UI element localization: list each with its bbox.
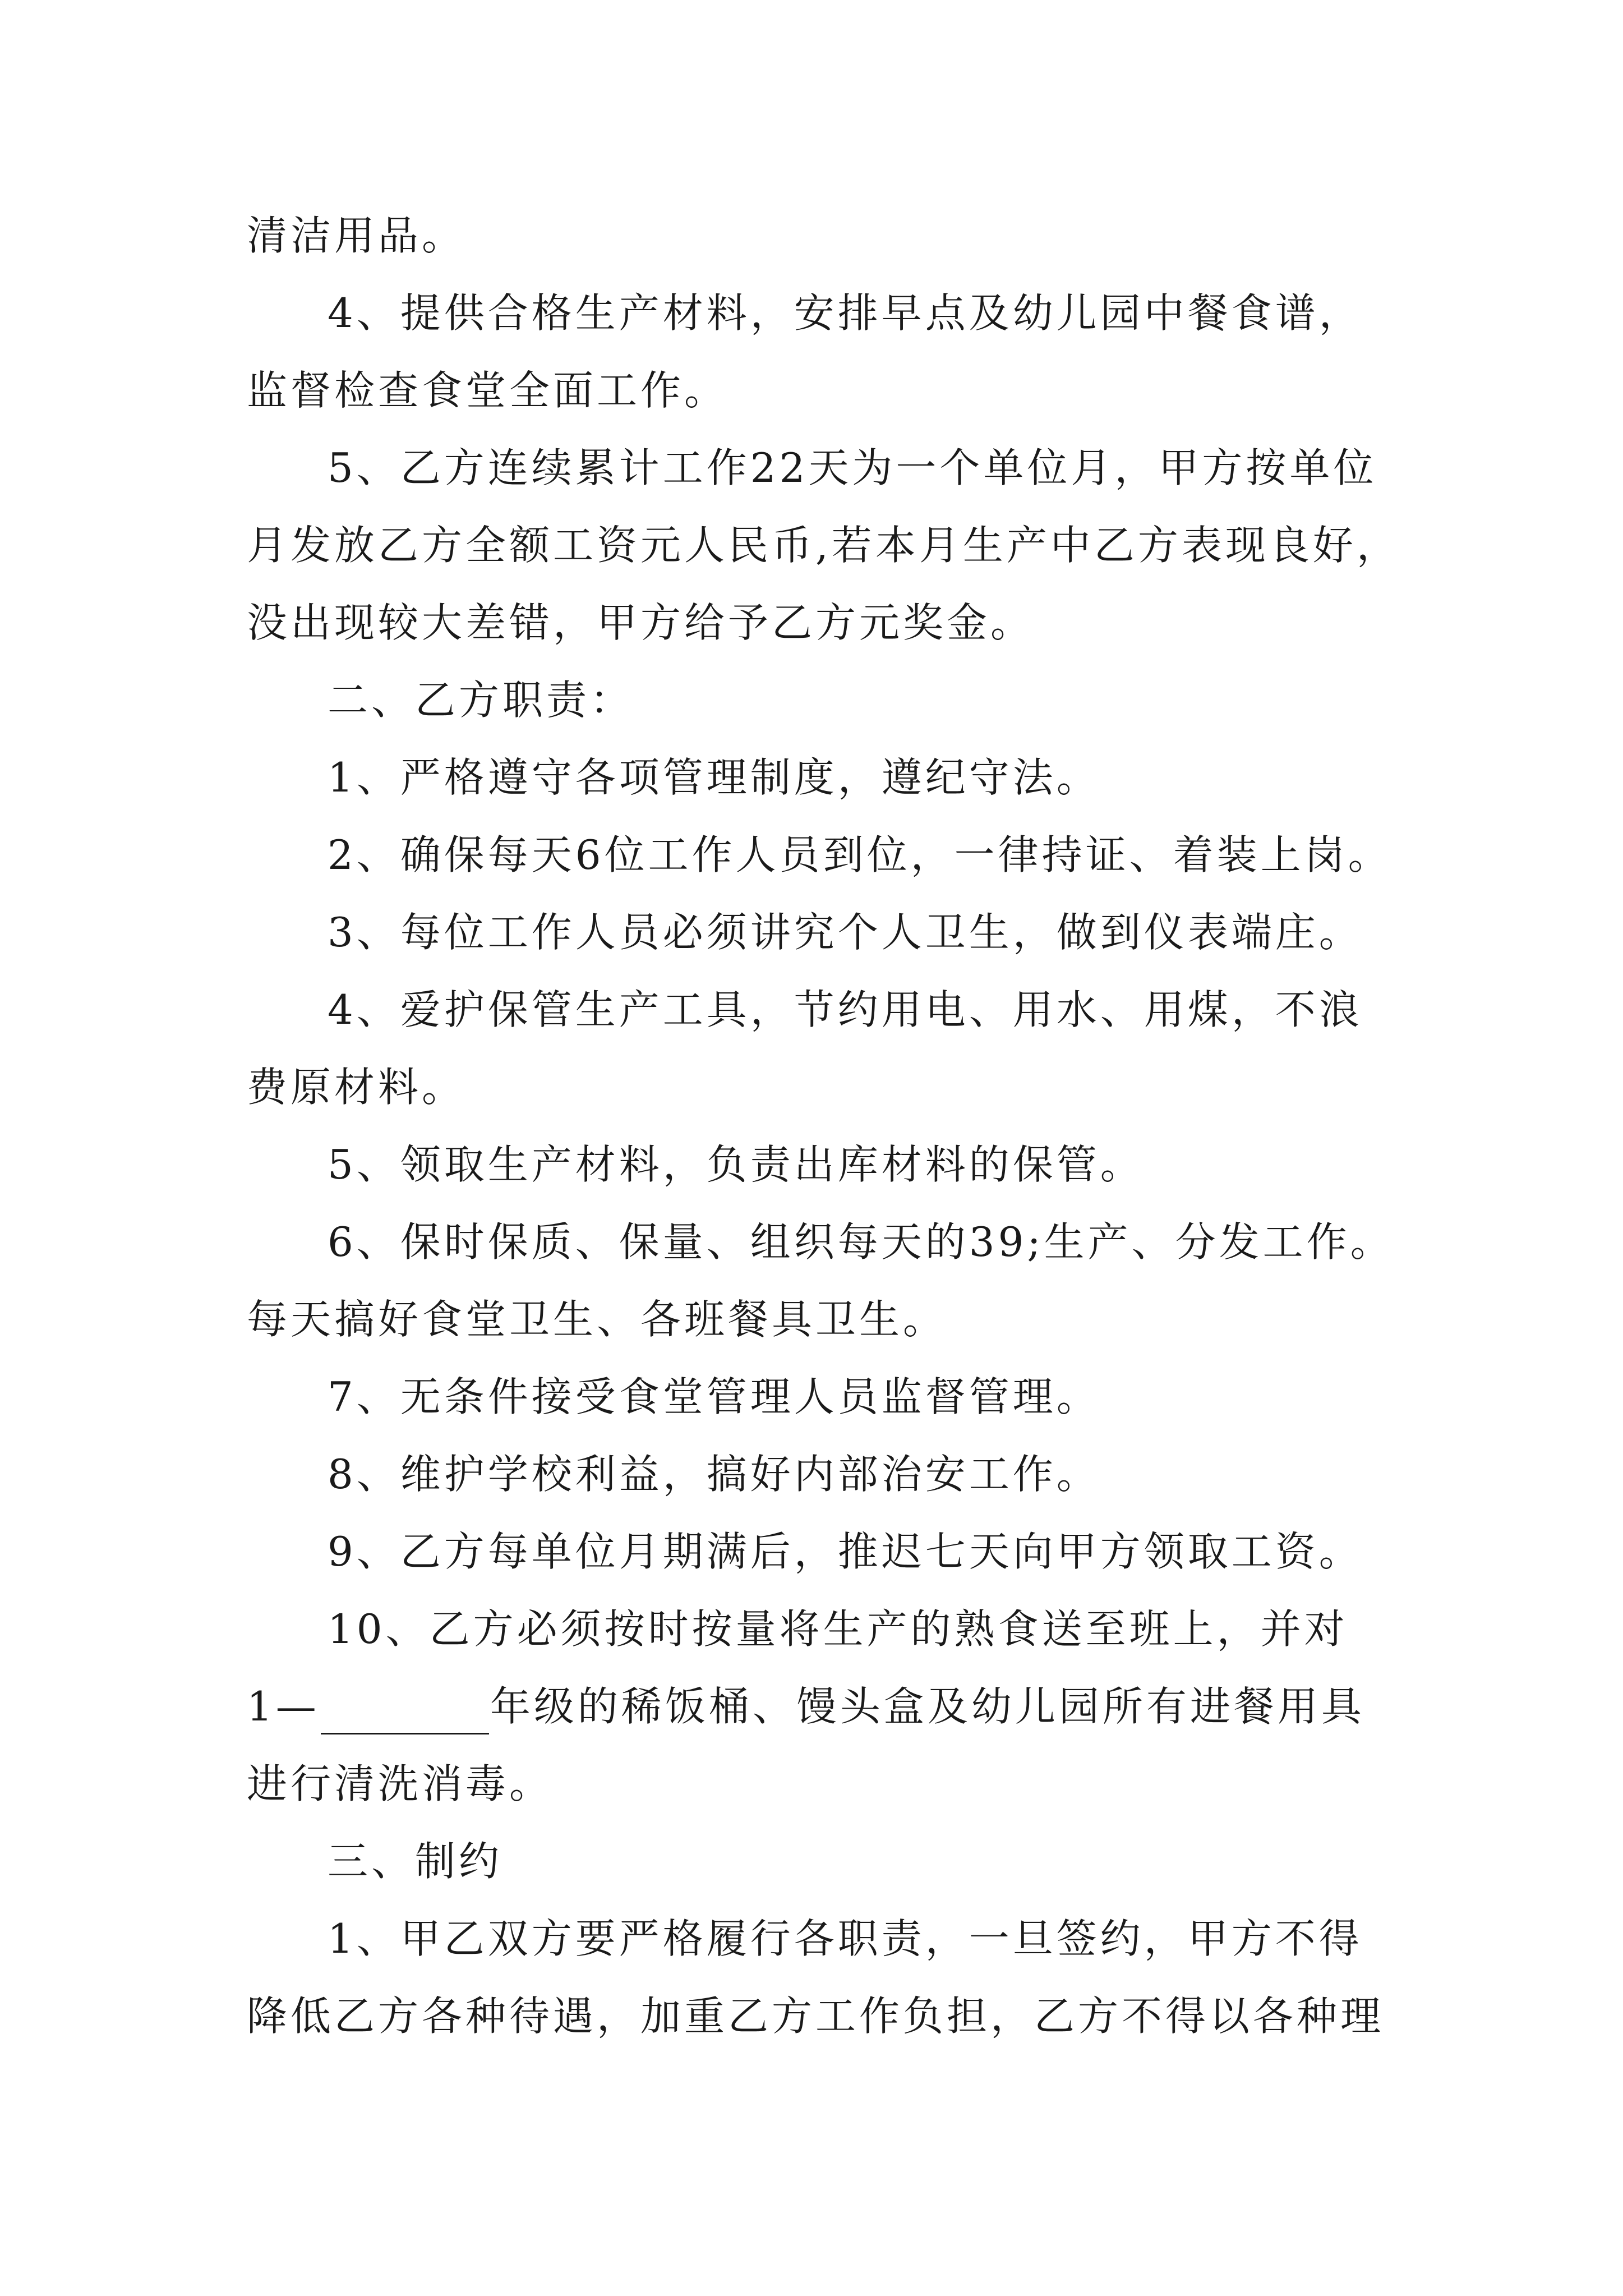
text-line: 进行清洗消毒。 bbox=[247, 1760, 554, 1807]
text-line: 10、乙方必须按时按量将生产的熟食送至班上，并对 bbox=[328, 1605, 1348, 1653]
text-line: 没出现较大差错，甲方给予乙方元奖金。 bbox=[247, 599, 1035, 646]
text-line: 5、乙方连续累计工作22天为一个单位月，甲方按单位 bbox=[328, 444, 1377, 491]
text-line: 清洁用品。 bbox=[247, 212, 466, 259]
section-heading: 三、制约 bbox=[328, 1838, 503, 1885]
text-line: 8、维护学校利益，搞好内部治安工作。 bbox=[328, 1451, 1100, 1498]
text-line: 7、无条件接受食堂管理人员监督管理。 bbox=[328, 1373, 1100, 1420]
text-line: 降低乙方各种待遇，加重乙方工作负担，乙方不得以各种理 bbox=[247, 1993, 1385, 2040]
text-line: 费原材料。 bbox=[247, 1064, 466, 1111]
text-line: 2、确保每天6位工作人员到位，一律持证、着装上岗。 bbox=[328, 831, 1392, 878]
text-line: 1、甲乙双方要严格履行各职责，一旦签约，甲方不得 bbox=[328, 1915, 1363, 1962]
section-heading: 二、乙方职责： bbox=[328, 677, 634, 724]
text-line: 4、爱护保管生产工具，节约用电、用水、用煤，不浪 bbox=[328, 986, 1363, 1033]
text-line: 3、每位工作人员必须讲究个人卫生，做到仪表端庄。 bbox=[328, 909, 1363, 956]
text-fragment: 年级的稀饭桶、馒头盒及幼儿园所有进餐用具 bbox=[490, 1683, 1365, 1730]
text-line: 9、乙方每单位月期满后，推迟七天向甲方领取工资。 bbox=[328, 1528, 1363, 1575]
text-line: 4、提供合格生产材料，安排早点及幼儿园中餐食谱， bbox=[328, 289, 1363, 337]
text-line: 月发放乙方全额工资元人民币,若本月生产中乙方表现良好， bbox=[247, 522, 1400, 569]
text-line: 1、严格遵守各项管理制度，遵纪守法。 bbox=[328, 754, 1100, 801]
text-line: 监督检查食堂全面工作。 bbox=[247, 367, 728, 414]
text-line: 6、保时保质、保量、组织每天的39;生产、分发工作。 bbox=[328, 1218, 1394, 1266]
fill-in-blank bbox=[321, 1694, 489, 1734]
text-fragment: 1— bbox=[247, 1683, 320, 1730]
text-line: 5、领取生产材料，负责出库材料的保管。 bbox=[328, 1141, 1144, 1188]
text-line-with-blank bbox=[247, 1678, 1365, 1734]
text-line: 每天搞好食堂卫生、各班餐具卫生。 bbox=[247, 1296, 947, 1343]
